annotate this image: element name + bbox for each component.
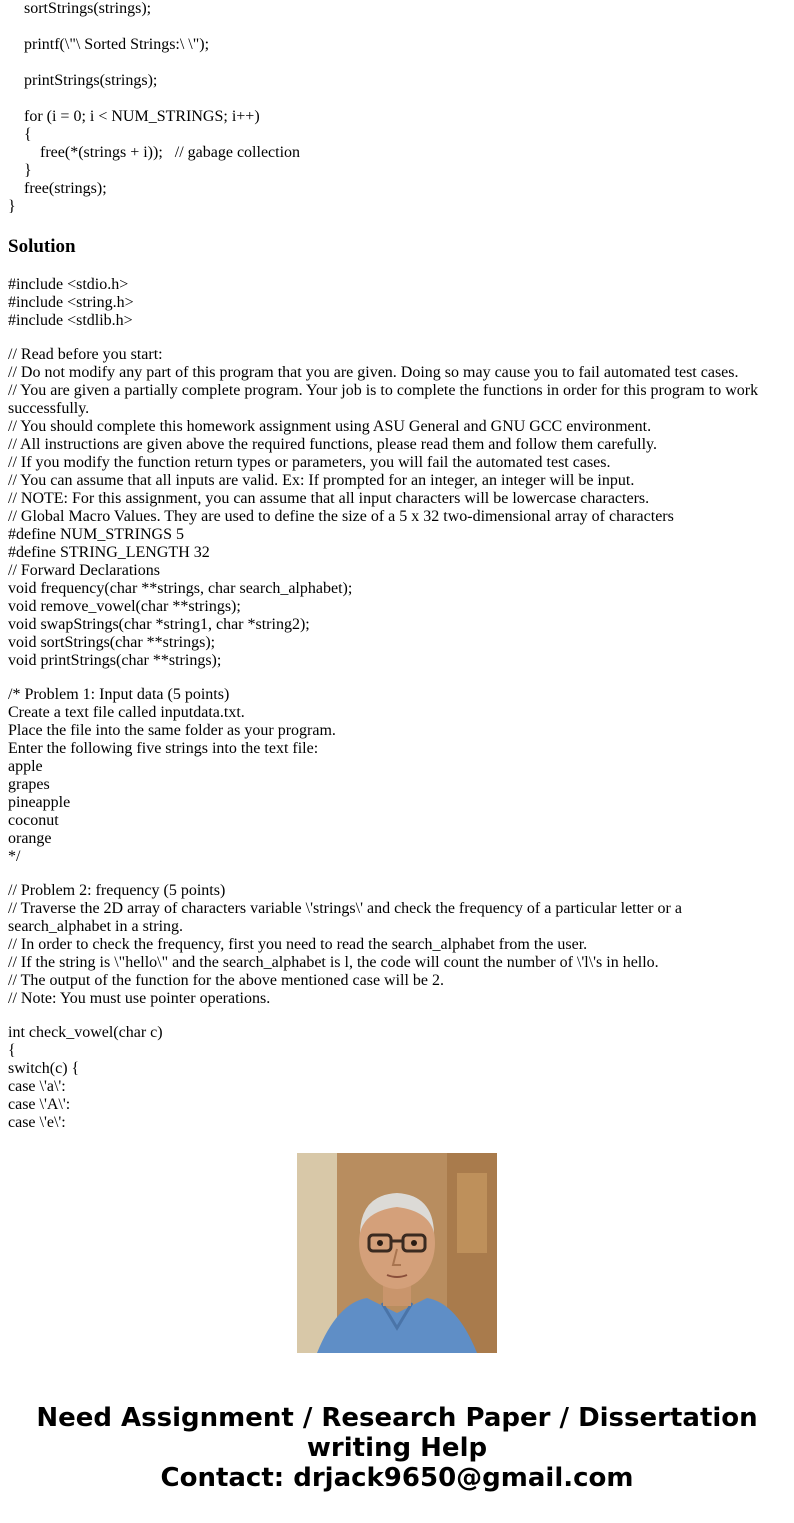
problem2-block xyxy=(8,882,786,1008)
code-line: case \'A\': xyxy=(8,1096,71,1113)
code-line: for (i = 0; i < NUM_STRINGS; i++) xyxy=(8,108,260,125)
problem1-line: pineapple xyxy=(8,794,71,811)
comment-line: // If you modify the function return types or parameters, you will fail the automated test cases. xyxy=(8,454,611,471)
code-line: free(*(strings + i)); // gabage collection xyxy=(8,144,301,161)
comment-line: // All instructions are given above the required functions, please read them and follow them carefully. xyxy=(8,436,657,453)
problem1-line: grapes xyxy=(8,776,50,793)
comment-line: // You should complete this homework assignment using ASU General and GNU GCC environment. xyxy=(8,418,652,435)
code-line xyxy=(8,90,786,108)
problem1-line: Create a text file called inputdata.txt. xyxy=(8,704,245,721)
comment-line: // You are given a partially complete program. Your job is to complete the functions in order for this program to work successfully. xyxy=(8,382,763,417)
problem2-line: // Note: You must use pointer operations. xyxy=(8,990,271,1007)
problem1-line: */ xyxy=(8,848,21,865)
solution-heading: Solution xyxy=(8,236,76,257)
code-line: } xyxy=(8,162,32,179)
comment-line: // You can assume that all inputs are valid. Ex: If prompted for an integer, an integer will be input. xyxy=(8,472,635,489)
code-line: { xyxy=(8,126,32,143)
portrait-image xyxy=(297,1153,497,1353)
promo-contact-line: Contact: drjack9650@gmail.com xyxy=(160,1463,634,1493)
problem1-line: orange xyxy=(8,830,52,847)
code-line xyxy=(8,54,786,72)
declaration-line: void remove_vowel(char **strings); xyxy=(8,598,241,615)
comment-line: // Global Macro Values. They are used to define the size of a 5 x 32 two-dimensional array of characters xyxy=(8,508,674,525)
promo-line-1: Need Assignment / Research Paper / Dissertation xyxy=(36,1403,758,1433)
author-photo xyxy=(297,1153,497,1353)
include-line: #include <string.h> xyxy=(8,294,134,311)
code-line: int check_vowel(char c) xyxy=(8,1024,163,1041)
problem1-line: coconut xyxy=(8,812,59,829)
problem2-line: // The output of the function for the above mentioned case will be 2. xyxy=(8,972,445,989)
declaration-line: void swapStrings(char *string1, char *string2); xyxy=(8,616,310,633)
code-line: case \'e\': xyxy=(8,1114,66,1131)
problem2-line: // In order to check the frequency, first you need to read the search_alphabet from the user. xyxy=(8,936,588,953)
problem1-line: Enter the following five strings into the text file: xyxy=(8,740,319,757)
promo-footer xyxy=(0,1403,794,1493)
define-line: #define NUM_STRINGS 5 xyxy=(8,526,184,543)
include-line: #include <stdlib.h> xyxy=(8,312,133,329)
code-top xyxy=(8,0,786,216)
comments-block xyxy=(8,346,786,670)
comment-line: // Forward Declarations xyxy=(8,562,160,579)
include-line: #include <stdio.h> xyxy=(8,276,129,293)
comment-line: // Do not modify any part of this program that you are given. Doing so may cause you to fail automated test cases. xyxy=(8,364,739,381)
define-line: #define STRING_LENGTH 32 xyxy=(8,544,210,561)
code-line: printf(\"\ Sorted Strings:\ \"); xyxy=(8,36,210,53)
problem1-line: apple xyxy=(8,758,43,775)
problem2-line: // If the string is \"hello\" and the search_alphabet is l, the code will count the number of \'l\'s in hello. xyxy=(8,954,659,971)
code-line: free(strings); xyxy=(8,180,107,197)
check-vowel-block xyxy=(8,1024,786,1132)
comment-line: // NOTE: For this assignment, you can assume that all input characters will be lowercase characters. xyxy=(8,490,650,507)
includes-block xyxy=(8,276,786,330)
code-line: case \'a\': xyxy=(8,1078,66,1095)
code-line: sortStrings(strings); xyxy=(8,0,152,17)
problem2-line: // Problem 2: frequency (5 points) xyxy=(8,882,226,899)
code-line: } xyxy=(8,198,16,215)
document-body xyxy=(8,0,786,1131)
comment-line: // Read before you start: xyxy=(8,346,163,363)
problem2-line: // Traverse the 2D array of characters variable \'strings\' and check the frequency of a particular letter or a search_alphabet in a string. xyxy=(8,900,686,935)
problem1-line: /* Problem 1: Input data (5 points) xyxy=(8,686,230,703)
declaration-line: void frequency(char **strings, char search_alphabet); xyxy=(8,580,353,597)
code-line: printStrings(strings); xyxy=(8,72,158,89)
declaration-line: void sortStrings(char **strings); xyxy=(8,634,216,651)
problem1-line: Place the file into the same folder as your program. xyxy=(8,722,336,739)
code-line xyxy=(8,18,786,36)
declaration-line: void printStrings(char **strings); xyxy=(8,652,222,669)
problem1-block xyxy=(8,686,786,866)
code-line: { xyxy=(8,1042,16,1059)
promo-line-2: writing Help xyxy=(306,1433,488,1463)
code-line: switch(c) { xyxy=(8,1060,80,1077)
